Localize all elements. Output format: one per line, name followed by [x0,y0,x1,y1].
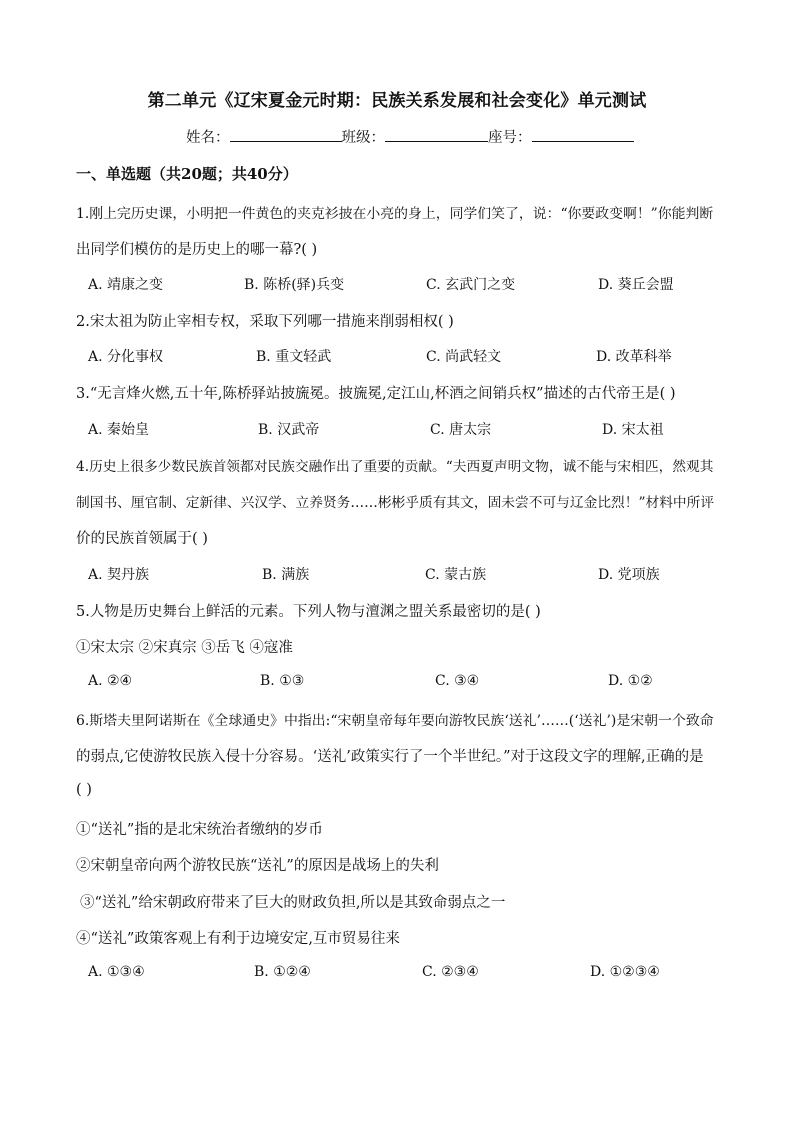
question-5-option-c[interactable]: C. ③④ [435,673,480,689]
question-3-option-c[interactable]: C. 唐太宗 [430,422,492,438]
question-6-option-a[interactable]: A. ①③④ [88,964,145,980]
question-6-statement-2: ②宋朝皇帝向两个游牧民族“送礼”的原因是战场上的失利 [76,858,439,874]
question-1-option-d[interactable]: D. 葵丘会盟 [598,277,674,293]
question-2-option-a[interactable]: A. 分化事权 [88,349,164,365]
question-6-line-2: 的弱点,它使游牧民族入侵十分容易。‘送礼’政策实行了一个半世纪。”对于这段文字的理解,正确的是 [76,749,704,765]
question-6-option-b[interactable]: B. ①②④ [254,964,311,980]
question-5-option-a[interactable]: A. ②④ [88,673,133,689]
page-title: 第二单元《辽宋夏金元时期：民族关系发展和社会变化》单元测试 [147,91,647,111]
student-info-row [186,126,634,147]
question-3-option-d[interactable]: D. 宋太祖 [602,422,664,438]
question-6-option-d[interactable]: D. ①②③④ [590,964,660,980]
question-2-option-b[interactable]: B. 重文轻武 [256,349,332,365]
question-2-option-d[interactable]: D. 改革科举 [596,349,672,365]
question-1-line-2: 出同学们模仿的是历史上的哪一幕?( ) [76,242,318,258]
question-4-option-a[interactable]: A. 契丹族 [88,567,150,583]
question-4-option-d[interactable]: D. 党项族 [598,567,660,583]
question-4-option-c[interactable]: C. 蒙古族 [425,567,487,583]
question-5-option-b[interactable]: B. ①③ [260,673,305,689]
question-3-option-a[interactable]: A. 秦始皇 [88,422,150,438]
question-1-option-c[interactable]: C. 玄武门之变 [426,277,516,293]
question-2-line-1: 2.宋太祖为防止宰相专权，采取下列哪一措施来削弱相权( ) [76,314,454,330]
name-blank[interactable] [230,127,342,142]
question-5-line-2: ①宋太宗 ②宋真宗 ③岳飞 ④寇准 [76,640,293,656]
question-2-option-c[interactable]: C. 尚武轻文 [426,349,502,365]
question-4-line-2: 制国书、厘官制、定新律、兴汉学、立养贤务……彬彬乎质有其文，固未尝不可与辽金比烈！”材料中所评 [76,495,715,511]
question-6-option-c[interactable]: C. ②③④ [422,964,479,980]
question-6-statement-1: ①“送礼”指的是北宋统治者缴纳的岁币 [76,822,323,838]
question-1-option-a[interactable]: A. 靖康之变 [88,277,164,293]
question-4-line-3: 价的民族首领属于( ) [76,531,208,547]
question-1-option-b[interactable]: B. 陈桥(驿)兵变 [244,277,345,293]
name-label: 姓名： [186,130,230,146]
question-6-statement-3: ③“送礼”给宋朝政府带来了巨大的财政负担,所以是其致命弱点之一 [80,895,506,911]
seat-label: 座号： [488,130,532,146]
seat-blank[interactable] [532,127,634,142]
question-3-option-b[interactable]: B. 汉武帝 [258,422,320,438]
class-blank[interactable] [385,127,488,142]
question-5-option-d[interactable]: D. ①② [608,673,653,689]
question-4-option-b[interactable]: B. 满族 [262,567,310,583]
class-label: 班级： [341,130,385,146]
question-6-statement-4: ④“送礼”政策客观上有利于边境安定,互市贸易往来 [76,931,400,947]
question-6-line-3: ( ) [76,782,92,798]
question-1-line-1: 1.刚上完历史课，小明把一件黄色的夹克衫披在小亮的身上，同学们笑了，说：“你要政变啊！”你能判断 [76,206,714,222]
question-4-line-1: 4.历史上很多少数民族首领都对民族交融作出了重要的贡献。“夫西夏声明文物，诚不能与宋相匹，然观其 [76,459,714,475]
section-heading: 一、单选题（共20题；共40分） [76,165,298,183]
question-3-line-1: 3.“无言烽火燃,五十年,陈桥驿站披旒冕。披旒冕,定江山,杯酒之间销兵权”描述的古代帝王是( ) [76,386,676,402]
question-5-line-1: 5.人物是历史舞台上鲜活的元素。下列人物与澶渊之盟关系最密切的是( ) [76,604,541,620]
question-6-line-1: 6.斯塔夫里阿诺斯在《全球通史》中指出:“宋朝皇帝每年要向游牧民族‘送礼’……(‘送礼’)是宋朝一个致命 [76,713,714,729]
